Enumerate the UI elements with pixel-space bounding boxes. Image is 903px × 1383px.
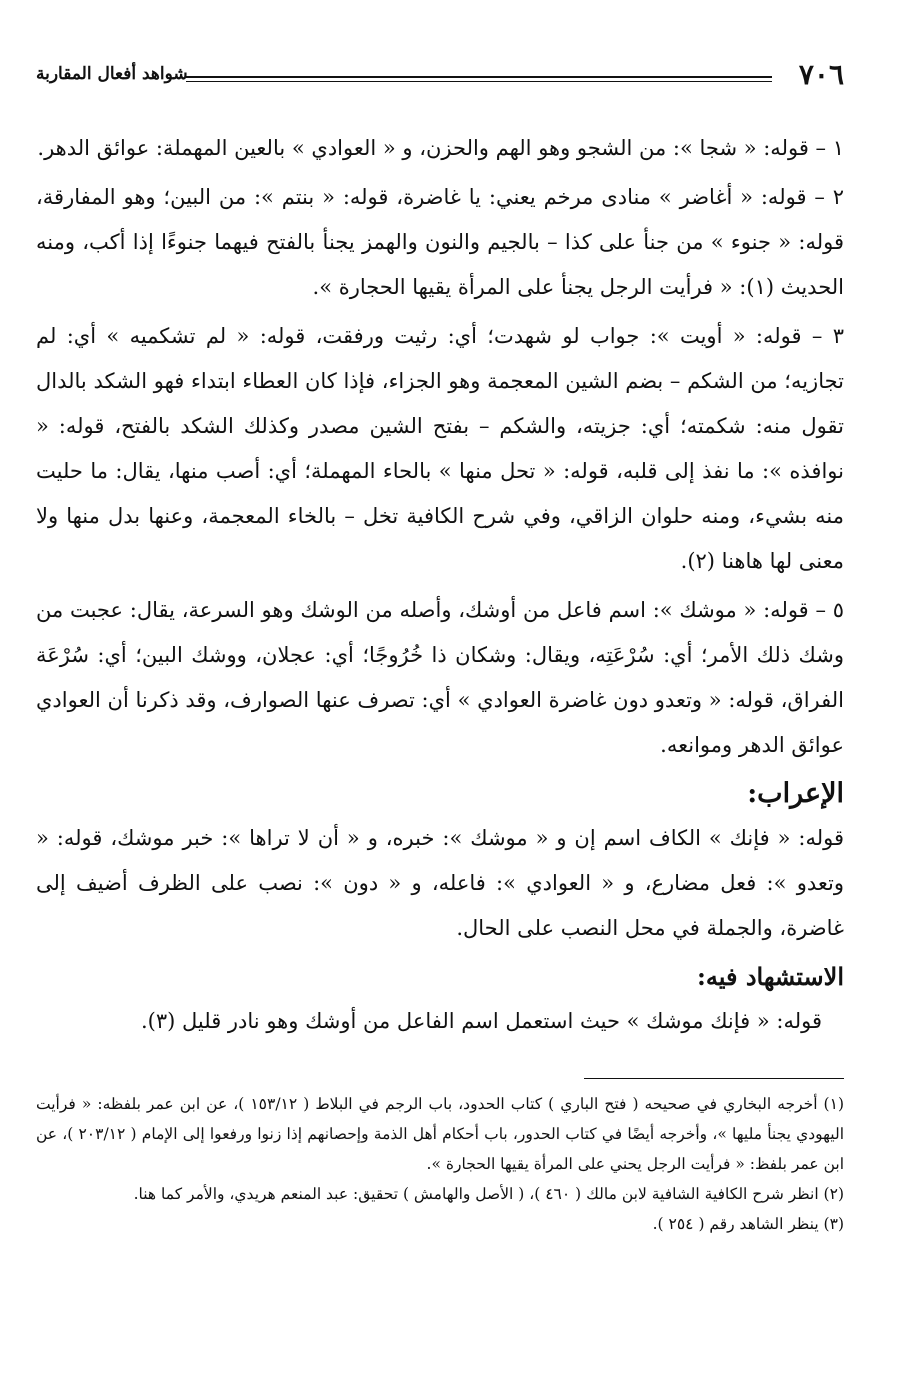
header-rule: [186, 76, 772, 82]
footnote-1: (١) أخرجه البخاري في صحيحه ( فتح الباري ) كتاب الحدود، باب الرجم في البلاط ( ١٥٣/١٢ )، عن ابن عمر بلفظه: « فرأيت اليهودي يجنأ مليها »، وأخرجه أيضًا في كتاب الحدور، باب أحكام أهل الذمة وإحصانهم إذا زنوا ورفعوا إلى الإمام ( ٢٠٣/١٢ )، عن ابن عمر بلفظ: « فرأيت الرجل يحني على المرأة يقيها الحجارة ».: [36, 1095, 844, 1173]
footnote-3: (٣) ينظر الشاهد رقم ( ٢٥٤ ).: [652, 1215, 844, 1233]
footnote-divider: [584, 1078, 844, 1079]
shahid-text: قوله: « فإنك موشك » حيث استعمل اسم الفاعل من أوشك وهو نادر قليل (٣).: [140, 1009, 822, 1033]
irab-heading: الإعراب:: [747, 778, 844, 809]
paragraph-1: ١ – قوله: « شجا »: من الشجو وهو الهم والحزن، و « العوادي » بالعين المهملة: عوائق الدهر.: [37, 136, 844, 160]
page-header: [36, 58, 844, 92]
paragraph-3: ٣ – قوله: « أويت »: جواب لو شهدت؛ أي: رثيت ورفقت، قوله: « لم تشكميه » أي: لم تجازيه؛ من الشكم – بضم الشين المعجمة وهو الجزاء، فإذا كان العطاء ابتداء فهو الشكد بالدال تقول منه: شكمته؛ أي: جزيته، والشكم – بفتح الشين مصدر وكذلك الشكد بالفتح، قوله: « نوافذه »: ما نفذ إلى قلبه، قوله: « تحل منها » بالحاء المهملة؛ أي: أصب منها، يقال: ما حليت منه بشيء، ومنه حلوان الزاقي، وفي شرح الكافية تخل – بالخاء المعجمة، وعنها بدل منها ولا معنى لها هاهنا (٢).: [36, 324, 844, 573]
irab-text: قوله: « فإنك » الكاف اسم إن و « موشك »: خبره، و « أن لا تراها »: خبر موشك، قوله: « وتعدو »: فعل مضارع، و « العوادي »: فاعله، و « دون »: نصب على الظرف أضيف إلى غاضرة، والجملة في محل النصب على الحال.: [36, 826, 844, 940]
shahid-heading: الاستشهاد فيه:: [697, 962, 844, 991]
paragraph-2: ٢ – قوله: « أغاضر » منادى مرخم يعني: يا غاضرة، قوله: « بنتم »: من البين؛ وهو المفارقة، قوله: « جنوء » من جنأ على كذا – بالجيم والنون والهمز يجنأ بالفتح فيهما جنوءًا إذا أكب، ومنه الحديث (١): « فرأيت الرجل يجنأ على المرأة يقيها الحجارة ».: [36, 185, 844, 299]
page-body: [36, 126, 844, 1239]
paragraph-5: ٥ – قوله: « موشك »: اسم فاعل من أوشك، وأصله من الوشك وهو السرعة، يقال: عجبت من وشك ذلك الأمر؛ أي: سُرْعَتِه، ويقال: وشكان ذا خُرُوجًا؛ أي: عجلان، ووشك البين؛ أي: سُرْعَة الفراق، قوله: « وتعدو دون غاضرة العوادي » أي: تصرف عنها الصوارف، وقد ذكرنا أن العوادي عوائق الدهر وموانعه.: [36, 598, 844, 757]
running-title: شواهد أفعال المقاربة: [36, 64, 188, 84]
footnote-2: (٢) انظر شرح الكافية الشافية لابن مالك ( ٤٦٠ )، ( الأصل والهامش ) تحقيق: عبد المنعم هريدي، والأمر كما هنا.: [133, 1185, 844, 1203]
book-page: [36, 58, 844, 1239]
page-number: ٧٠٦: [798, 58, 844, 91]
